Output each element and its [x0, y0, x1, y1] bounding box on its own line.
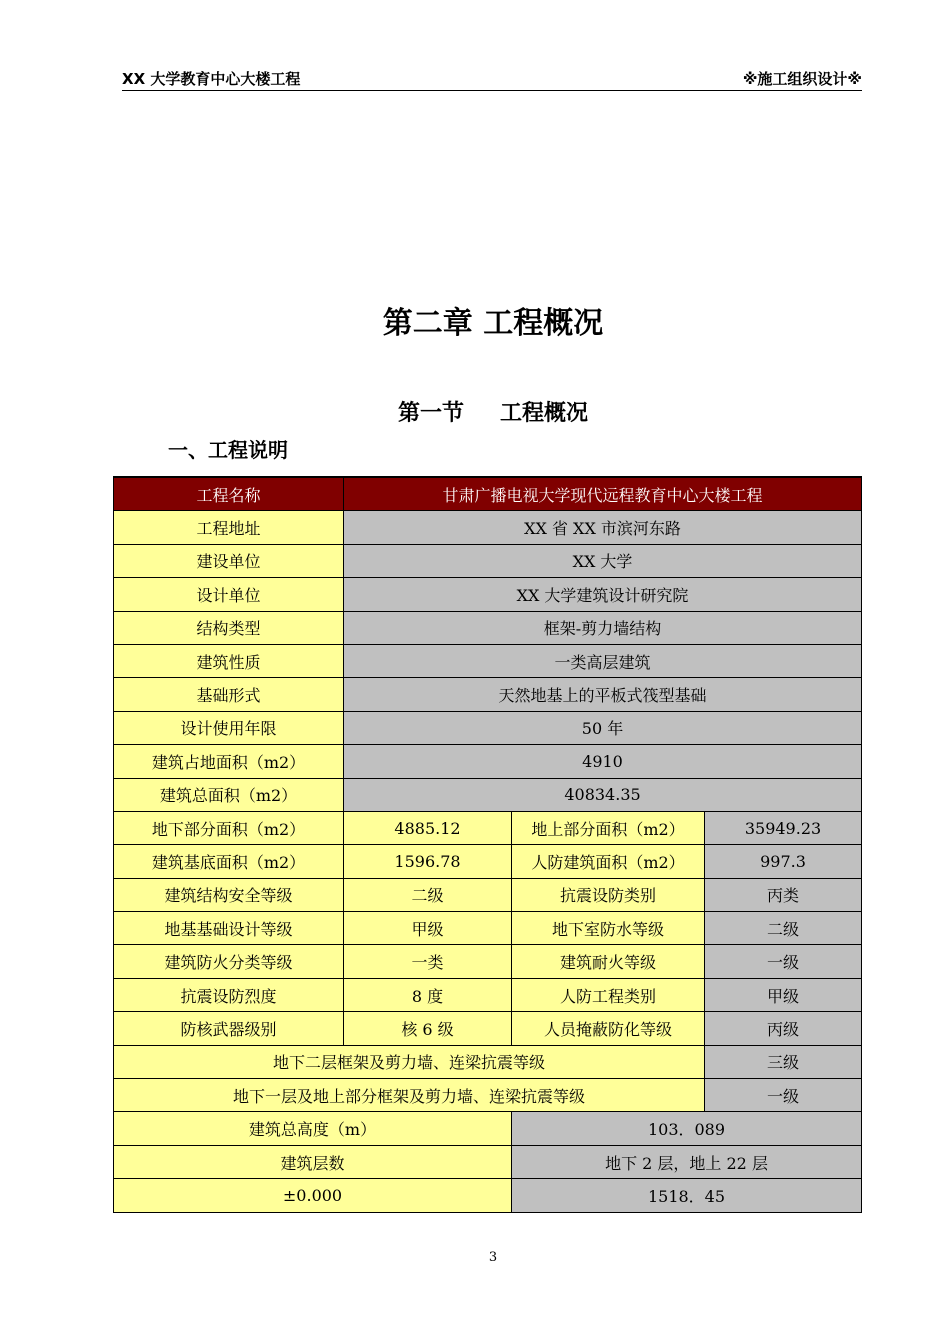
- table-row: [114, 477, 862, 511]
- row-value: 1596.78: [344, 845, 512, 878]
- row-value: 核 6 级: [344, 1012, 512, 1045]
- row-value: 二级: [344, 878, 512, 911]
- row-value: 甲级: [705, 978, 862, 1011]
- row-value: 丙类: [705, 878, 862, 911]
- table-row: [114, 1179, 862, 1212]
- row-label: 抗震设防烈度: [114, 978, 344, 1011]
- subsection-title: 一、工程说明: [168, 438, 288, 462]
- table-row: [114, 644, 862, 677]
- header-project-title: XX 大学教育中心大楼工程: [122, 70, 301, 88]
- row-value: 丙级: [705, 1012, 862, 1045]
- row-label: 建筑总高度（m）: [114, 1112, 512, 1145]
- row-value: 一类高层建筑: [344, 644, 862, 677]
- table-row: [114, 678, 862, 711]
- row-label: 建筑结构安全等级: [114, 878, 344, 911]
- project-info-table: [113, 476, 862, 1213]
- row-value: XX 大学: [344, 544, 862, 577]
- row-label: 设计使用年限: [114, 711, 344, 744]
- section-number: 第一节: [397, 401, 464, 426]
- row-label: 人防建筑面积（m2）: [512, 845, 705, 878]
- row-value: 103．089: [512, 1112, 862, 1145]
- table-row: [114, 1112, 862, 1145]
- row-label: 建筑层数: [114, 1145, 512, 1178]
- table-row: [114, 611, 862, 644]
- table-row: [114, 711, 862, 744]
- row-value: 天然地基上的平板式筏型基础: [344, 678, 862, 711]
- row-label: 地下一层及地上部分框架及剪力墙、连梁抗震等级: [114, 1079, 705, 1112]
- row-label: 防核武器级别: [114, 1012, 344, 1045]
- row-value: 50 年: [344, 711, 862, 744]
- chapter-title: 第二章 工程概况: [382, 306, 604, 341]
- row-value: 8 度: [344, 978, 512, 1011]
- section-title: 工程概况: [500, 401, 589, 426]
- row-value: 35949.23: [705, 811, 862, 844]
- row-label: 人防工程类别: [512, 978, 705, 1011]
- row-value: 40834.35: [344, 778, 862, 811]
- row-label: 建筑防火分类等级: [114, 945, 344, 978]
- table-row: [114, 1012, 862, 1045]
- row-value: 一类: [344, 945, 512, 978]
- table-row: [114, 1079, 862, 1112]
- row-value: 框架-剪力墙结构: [344, 611, 862, 644]
- table-row: [114, 511, 862, 544]
- row-label: 地上部分面积（m2）: [512, 811, 705, 844]
- row-label: 结构类型: [114, 611, 344, 644]
- row-value: 甲级: [344, 912, 512, 945]
- table-row: [114, 845, 862, 878]
- row-value: 1518．45: [512, 1179, 862, 1212]
- row-value: 一级: [705, 945, 862, 978]
- section-heading: [0, 396, 950, 427]
- row-value: XX 大学建筑设计研究院: [344, 578, 862, 611]
- table-row: [114, 778, 862, 811]
- row-value: 997.3: [705, 845, 862, 878]
- row-value: 4885.12: [344, 811, 512, 844]
- row-label: 建筑性质: [114, 644, 344, 677]
- row-value: 二级: [705, 912, 862, 945]
- table-row: [114, 878, 862, 911]
- row-label: 建筑总面积（m2）: [114, 778, 344, 811]
- row-label: 地下室防水等级: [512, 912, 705, 945]
- row-label: 建筑基底面积（m2）: [114, 845, 344, 878]
- row-label: 建筑耐火等级: [512, 945, 705, 978]
- row-label: 工程地址: [114, 511, 344, 544]
- project-name-value: 甘肃广播电视大学现代远程教育中心大楼工程: [344, 477, 862, 511]
- row-label: 地基基础设计等级: [114, 912, 344, 945]
- row-value: 三级: [705, 1045, 862, 1078]
- table-row: [114, 811, 862, 844]
- project-name-label: 工程名称: [114, 477, 344, 511]
- table-row: [114, 912, 862, 945]
- row-value: XX 省 XX 市滨河东路: [344, 511, 862, 544]
- row-label: 地下部分面积（m2）: [114, 811, 344, 844]
- row-label: 抗震设防类别: [512, 878, 705, 911]
- table-row: [114, 945, 862, 978]
- row-label: 建设单位: [114, 544, 344, 577]
- row-value: 一级: [705, 1079, 862, 1112]
- table-row: [114, 1145, 862, 1178]
- page-header: [122, 66, 862, 91]
- table-row: [114, 544, 862, 577]
- row-value: 地下 2 层，地上 22 层: [512, 1145, 862, 1178]
- row-label: ±0.000: [114, 1179, 512, 1212]
- row-value: 4910: [344, 745, 862, 778]
- table-row: [114, 1045, 862, 1078]
- row-label: 基础形式: [114, 678, 344, 711]
- table-row: [114, 978, 862, 1011]
- table-row: [114, 745, 862, 778]
- page-number: 3: [488, 1250, 498, 1265]
- row-label: 建筑占地面积（m2）: [114, 745, 344, 778]
- table-row: [114, 578, 862, 611]
- header-document-type: ※施工组织设计※: [742, 70, 862, 88]
- row-label: 地下二层框架及剪力墙、连梁抗震等级: [114, 1045, 705, 1078]
- row-label: 人员掩蔽防化等级: [512, 1012, 705, 1045]
- row-label: 设计单位: [114, 578, 344, 611]
